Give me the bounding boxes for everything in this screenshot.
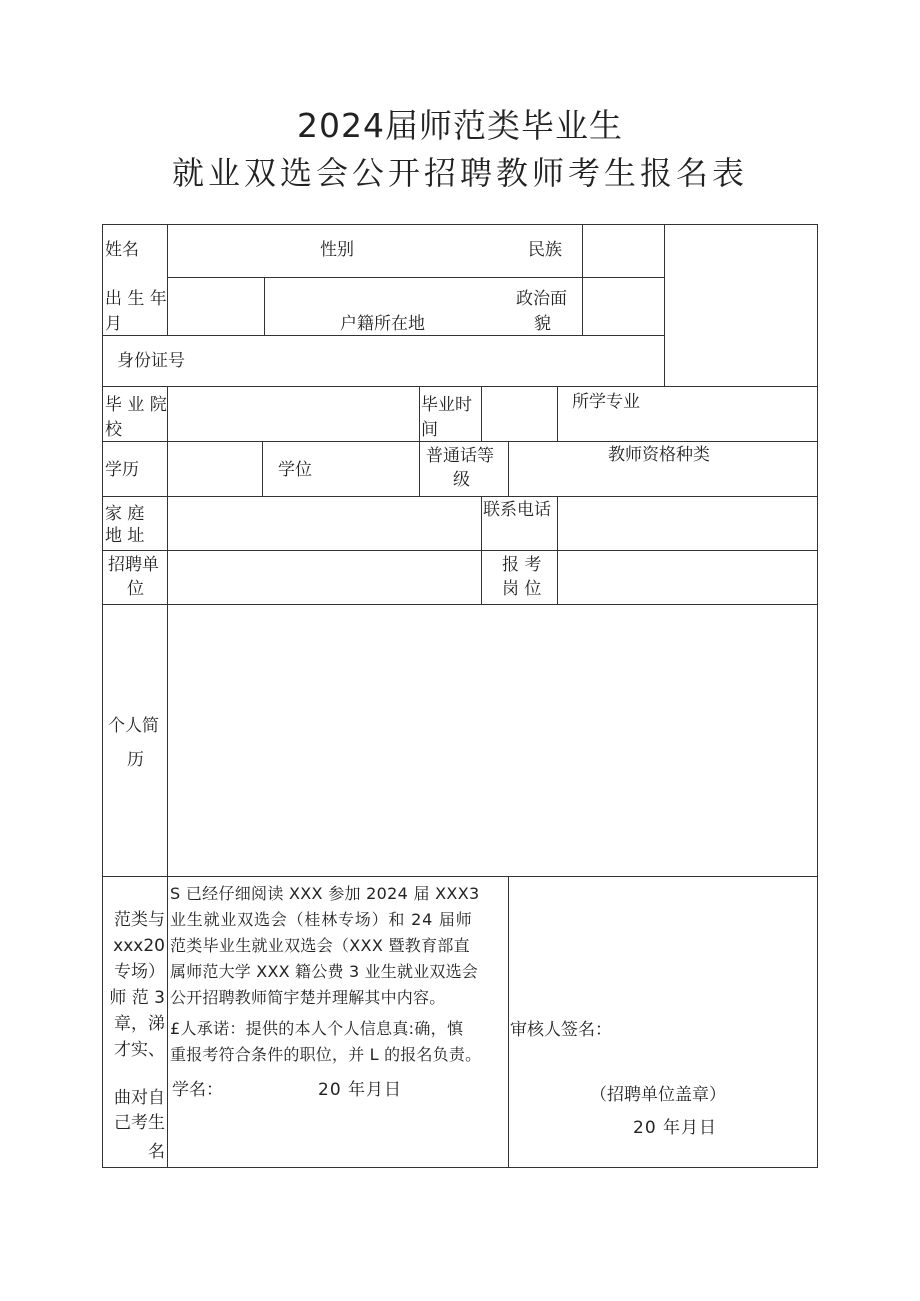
address-label: 家 庭: [105, 504, 145, 524]
pledge-text-line: £人承诺：提供的本人个人信息真:确，慎: [170, 1019, 464, 1038]
major-label: 所学专业: [572, 392, 640, 412]
pledge-label-line: 才实、: [114, 1040, 165, 1060]
form-title-line2: 就业双选会公开招聘教师考生报名表: [171, 154, 748, 192]
resume-label: 个人简: [108, 716, 159, 736]
address-label-cont: 地 址: [105, 526, 145, 546]
political-label-cont: 貌: [534, 314, 551, 334]
hukou-label: 户籍所在地: [340, 314, 425, 334]
mandarin-label: 普通话等: [426, 446, 494, 466]
pledge-label-line: 曲对自: [114, 1088, 165, 1108]
id-number-label: 身份证号: [117, 351, 185, 371]
post-label-cont: 岗 位: [502, 579, 542, 599]
birth-label: 出 生 年: [105, 289, 167, 309]
degree-label: 学位: [278, 460, 312, 480]
pledge-sign-date: 20 年月日: [318, 1080, 403, 1100]
reviewer-signature-label: 审核人签名：: [510, 1020, 612, 1040]
resume-label-cont: 历: [127, 750, 144, 770]
pledge-label-line: 己考生: [114, 1113, 165, 1133]
post-label: 报 考: [502, 555, 542, 575]
pledge-text-line: 属师范大学 XXX 籍公费 3 业生就业双选会: [170, 962, 479, 981]
grad-time-label-cont: 间: [421, 420, 438, 440]
ethnicity-label: 民族: [528, 240, 562, 260]
pledge-label-line: 名: [148, 1142, 165, 1162]
pledge-text-line: 业生就业双选会（桂林专场）和 24 届师: [170, 910, 473, 929]
pledge-text-line: 范类毕业生就业双选会（XXX 暨教育部直: [170, 936, 470, 955]
pledge-label-line: 师 范 3: [109, 988, 165, 1008]
teacher-cert-label: 教师资格种类: [608, 445, 710, 465]
unit-label-cont: 位: [127, 579, 144, 599]
political-label: 政治面: [516, 289, 567, 309]
unit-stamp-label: （招聘单位盖章）: [590, 1085, 726, 1105]
mandarin-label-cont: 级: [453, 470, 470, 490]
pledge-text-line: 重报考符合条件的职位，并 L 的报名负责。: [170, 1045, 482, 1064]
pledge-text-line: 公开招聘教师简宇楚并理解其中内容。: [170, 988, 446, 1007]
education-label: 学历: [105, 460, 139, 480]
school-label-cont: 校: [105, 420, 122, 440]
birth-label-cont: 月: [105, 314, 122, 334]
school-label: 毕 业 院: [105, 395, 167, 415]
pledge-sign-label: 学名：: [172, 1080, 223, 1100]
pledge-label-line: 专场）: [114, 962, 165, 982]
pledge-text-line: S 已经仔细阅读 XXX 参加 2024 届 XXX3: [170, 884, 480, 903]
form-title-line1: 2024届师范类毕业生: [297, 106, 623, 145]
pledge-label-line: xxx20: [113, 936, 165, 956]
pledge-label-line: 范类与: [114, 910, 165, 930]
review-date: 20 年月日: [633, 1118, 718, 1138]
unit-label: 招聘单: [108, 555, 159, 575]
pledge-label-line: 章，涕: [114, 1014, 165, 1034]
phone-label: 联系电话: [483, 500, 551, 520]
grad-time-label: 毕业时: [421, 395, 472, 415]
name-label: 姓名: [105, 240, 139, 260]
gender-label: 性别: [320, 240, 354, 260]
